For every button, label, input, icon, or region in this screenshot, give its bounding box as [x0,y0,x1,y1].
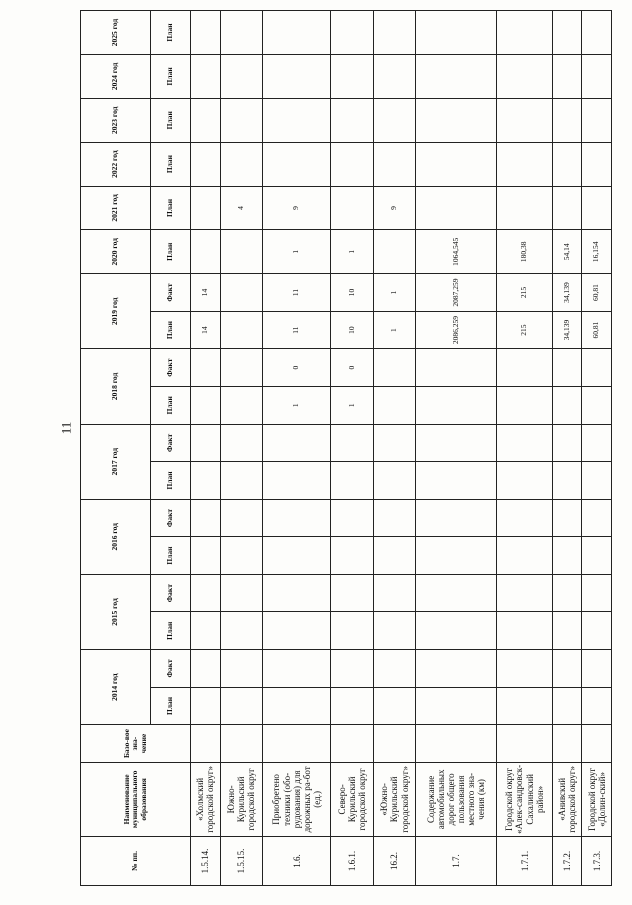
cell-fact [331,574,373,612]
row-base-value [416,725,497,763]
cell-plan [416,142,497,186]
cell-plan: 1 [263,230,331,274]
cell-plan [582,54,612,98]
cell-fact [416,650,497,688]
cell-fact [373,650,415,688]
cell-fact [552,424,582,462]
row-municipality: «Анивский городской округ» [552,762,582,836]
cell-fact [263,499,331,537]
cell-plan [582,11,612,55]
cell-fact [416,574,497,612]
row-number: 1.7. [416,836,497,885]
cell-fact [331,424,373,462]
cell-plan [220,142,262,186]
cell-plan [582,142,612,186]
cell-plan [373,54,415,98]
header-year: 2022 год [81,142,151,186]
cell-plan [416,54,497,98]
cell-plan [191,462,221,500]
row-number: 1.6. [263,836,331,885]
cell-plan [220,687,262,725]
cell-plan [552,537,582,575]
cell-plan [416,11,497,55]
cell-plan [263,462,331,500]
cell-plan [552,11,582,55]
cell-fact [416,349,497,387]
cell-plan [331,54,373,98]
row-number: 1.6.1. [331,836,373,885]
header-fact: Факт [151,349,191,387]
cell-fact [416,424,497,462]
header-year: 2021 год [81,186,151,230]
cell-fact [191,349,221,387]
cell-plan [191,142,221,186]
header-year: 2015 год [81,574,151,649]
cell-plan: 16,154 [582,230,612,274]
cell-plan [331,687,373,725]
cell-plan [552,462,582,500]
cell-plan [191,11,221,55]
cell-plan [331,462,373,500]
cell-plan: 2086,259 [416,311,497,349]
cell-fact [552,349,582,387]
cell-fact [373,424,415,462]
cell-plan [220,311,262,349]
row-number: 1.5.15. [220,836,262,885]
cell-fact: 14 [191,274,221,312]
cell-plan [191,230,221,274]
header-number: № пп. [81,836,191,885]
cell-fact [191,574,221,612]
row-number: 1.7.2. [552,836,582,885]
cell-fact [191,424,221,462]
cell-plan: 1 [331,230,373,274]
cell-plan [220,11,262,55]
table-row [416,11,497,886]
cell-fact [373,574,415,612]
cell-plan [582,687,612,725]
cell-plan [331,142,373,186]
cell-fact [263,424,331,462]
row-base-value [497,725,552,763]
cell-plan: 9 [263,186,331,230]
row-number: 1.7.1. [497,836,552,885]
cell-plan [497,462,552,500]
cell-plan [582,98,612,142]
cell-plan: 60,81 [582,311,612,349]
header-plan: План [151,612,191,650]
cell-fact [582,499,612,537]
row-number: 16.2. [373,836,415,885]
cell-plan [191,386,221,424]
cell-plan [582,386,612,424]
cell-plan: 1064,545 [416,230,497,274]
cell-plan: 34,139 [552,311,582,349]
cell-plan [416,186,497,230]
cell-plan [552,54,582,98]
cell-fact [191,499,221,537]
cell-plan [497,186,552,230]
header-plan: План [151,386,191,424]
cell-plan [373,98,415,142]
header-year: 2019 год [81,274,151,349]
row-number: 1.5.14. [191,836,221,885]
cell-fact [191,650,221,688]
cell-plan [263,54,331,98]
cell-plan [373,386,415,424]
cell-plan [552,186,582,230]
cell-fact [331,650,373,688]
table-row [497,11,552,886]
cell-fact [582,650,612,688]
cell-plan [220,612,262,650]
cell-plan [373,11,415,55]
header-row-years [81,11,151,886]
page-number: 11 [58,421,74,435]
header-fact: Факт [151,574,191,612]
header-fact: Факт [151,650,191,688]
cell-plan [220,537,262,575]
cell-plan [582,186,612,230]
row-municipality: Городской округ «Долин-ский» [582,762,612,836]
row-municipality: «Холмский городской округ» [191,762,221,836]
cell-plan [552,612,582,650]
cell-plan: 54,14 [552,230,582,274]
header-year: 2016 год [81,499,151,574]
cell-plan [497,54,552,98]
cell-fact [220,274,262,312]
cell-fact [497,574,552,612]
cell-plan [373,230,415,274]
cell-plan [373,537,415,575]
cell-plan [497,11,552,55]
cell-plan [497,612,552,650]
cell-plan [191,537,221,575]
cell-fact [497,499,552,537]
cell-plan: 11 [263,311,331,349]
cell-plan [552,142,582,186]
header-base-value: Базо-вое зна-чение [81,725,191,763]
cell-plan [552,98,582,142]
cell-plan [191,186,221,230]
row-municipality: «Южно-Курильский городской округ» [373,762,415,836]
row-base-value [263,725,331,763]
cell-fact [220,424,262,462]
cell-plan [331,186,373,230]
cell-plan [416,98,497,142]
table-row [263,11,331,886]
cell-fact [416,499,497,537]
cell-fact: 60,81 [582,274,612,312]
row-municipality: Приобретено техники (обо-рудования) для дорожных ра-бот (ед.) [263,762,331,836]
cell-plan [263,98,331,142]
cell-plan [220,230,262,274]
cell-fact [552,499,582,537]
cell-plan: 9 [373,186,415,230]
cell-plan [416,687,497,725]
cell-plan [373,142,415,186]
cell-plan: 1 [331,386,373,424]
row-base-value [373,725,415,763]
row-municipality: Содержание автомобильных дорог общего пользования местного зна-чения (км) [416,762,497,836]
rotated-table-wrapper [80,10,612,886]
row-municipality: Городской округ «Алек-сандровск-Сахалинский район» [497,762,552,836]
cell-fact [373,349,415,387]
cell-fact: 1 [373,274,415,312]
row-base-value [191,725,221,763]
cell-fact: 34,139 [552,274,582,312]
cell-plan [416,462,497,500]
cell-plan [497,687,552,725]
cell-plan: 180,38 [497,230,552,274]
cell-fact [220,574,262,612]
cell-fact [497,424,552,462]
indicators-table [80,10,612,886]
table-row [582,11,612,886]
cell-fact [220,650,262,688]
cell-plan [416,537,497,575]
row-base-value [582,725,612,763]
header-plan: План [151,98,191,142]
table-row [191,11,221,886]
cell-fact: 10 [331,274,373,312]
cell-plan [497,537,552,575]
cell-plan [263,142,331,186]
cell-fact [220,349,262,387]
cell-plan [220,54,262,98]
cell-plan [582,462,612,500]
cell-plan [220,386,262,424]
header-plan: План [151,687,191,725]
header-plan: План [151,54,191,98]
header-year: 2025 год [81,11,151,55]
cell-fact [220,499,262,537]
header-plan: План [151,311,191,349]
cell-plan [552,386,582,424]
row-number: 1.7.3. [582,836,612,885]
cell-plan [416,612,497,650]
cell-plan: 10 [331,311,373,349]
cell-plan [263,537,331,575]
cell-plan [191,687,221,725]
cell-plan: 4 [220,186,262,230]
row-base-value [331,725,373,763]
cell-plan [373,462,415,500]
header-plan: План [151,537,191,575]
header-plan: План [151,186,191,230]
cell-plan [220,462,262,500]
header-plan: План [151,11,191,55]
cell-plan: 1 [263,386,331,424]
cell-plan [191,98,221,142]
header-year: 2024 год [81,54,151,98]
cell-plan [552,687,582,725]
cell-plan [263,612,331,650]
cell-fact [497,650,552,688]
header-year: 2017 год [81,424,151,499]
cell-plan [191,612,221,650]
cell-fact [263,650,331,688]
header-plan: План [151,142,191,186]
row-base-value [552,725,582,763]
header-plan: План [151,462,191,500]
cell-plan [191,54,221,98]
cell-plan [331,537,373,575]
cell-plan [582,537,612,575]
row-base-value [220,725,262,763]
cell-fact [331,499,373,537]
cell-fact [582,424,612,462]
cell-plan [582,612,612,650]
cell-plan [220,98,262,142]
cell-plan [331,98,373,142]
header-fact: Факт [151,499,191,537]
cell-plan [331,11,373,55]
cell-plan [331,612,373,650]
cell-fact: 0 [331,349,373,387]
cell-plan [263,687,331,725]
cell-plan [416,386,497,424]
cell-fact [552,650,582,688]
cell-plan: 14 [191,311,221,349]
cell-fact [263,574,331,612]
cell-fact [582,574,612,612]
header-plan: План [151,230,191,274]
table-row [373,11,415,886]
cell-fact [582,349,612,387]
header-year: 2014 год [81,650,151,725]
cell-plan: 215 [497,311,552,349]
cell-plan [497,142,552,186]
table-row [220,11,262,886]
cell-fact [497,349,552,387]
row-municipality: Северо-Курильский городской округ [331,762,373,836]
cell-fact [373,499,415,537]
cell-plan [373,612,415,650]
cell-plan [497,98,552,142]
cell-plan [373,687,415,725]
header-year: 2023 год [81,98,151,142]
cell-fact [552,574,582,612]
header-year: 2020 год [81,230,151,274]
header-municipality: Наименование муниципального образования [81,762,191,836]
header-year: 2018 год [81,349,151,424]
cell-plan [497,386,552,424]
table-row [552,11,582,886]
cell-fact: 11 [263,274,331,312]
table-row [331,11,373,886]
cell-fact: 2087,259 [416,274,497,312]
cell-fact: 0 [263,349,331,387]
row-municipality: Южно-Курильский городской округ [220,762,262,836]
header-fact: Факт [151,274,191,312]
cell-plan [263,11,331,55]
header-fact: Факт [151,424,191,462]
cell-plan: 1 [373,311,415,349]
cell-fact: 215 [497,274,552,312]
